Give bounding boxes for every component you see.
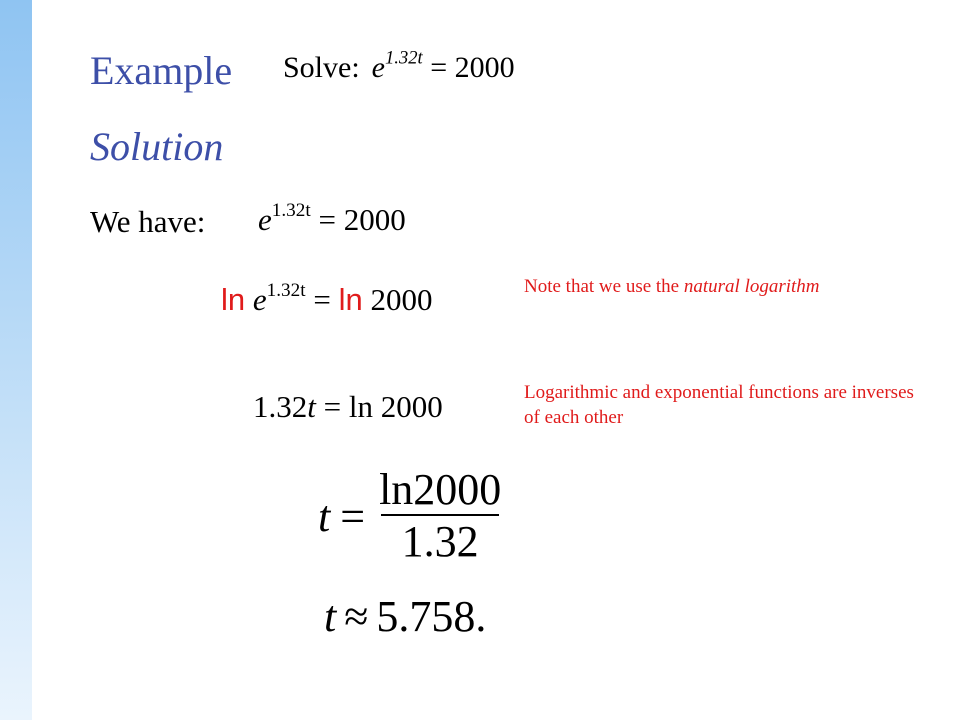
equation-linear [253,389,443,425]
given-exponent: 1.32t [271,200,311,222]
result-lhs: t [324,592,337,641]
fraction-numerator: ln2000 [379,465,502,514]
example-title: Example [90,48,233,93]
given-rhs: = 2000 [318,202,406,237]
ln-left: ln [221,282,246,317]
linear-rhs: = ln 2000 [323,389,443,424]
equation-result [324,592,486,642]
fraction-denominator: 1.32 [401,517,479,566]
result-approx: ≈ [344,592,369,641]
note-inverse-functions: Logarithmic and exponential functions are inverses of each other [524,382,914,428]
ln-rhs-value: 2000 [370,282,433,317]
equation-given [258,202,406,238]
solve-label: Solve: [283,51,360,84]
result-value: 5.758. [376,592,487,641]
solve-base: e [371,51,385,84]
solve-equation [283,47,515,86]
note-natural-italic: natural logarithm [683,276,820,297]
fraction-equals: = [340,492,366,541]
ln-equals: = [313,282,331,317]
solve-rhs: = 2000 [430,51,515,84]
given-base: e [258,202,272,237]
note-natural-prefix: Note that we use the [524,276,680,297]
linear-coef: 1.32 [253,389,308,424]
solution-title: Solution [90,124,224,169]
equation-fraction [318,466,505,568]
ln-right: ln [338,282,363,317]
ln-exponent: 1.32t [266,280,306,302]
note-natural-log [524,274,854,299]
we-have-label: We have: [90,204,206,239]
fraction [375,466,505,568]
solve-exponent: 1.32t [385,47,423,69]
linear-var: t [307,389,316,424]
side-accent-band [0,0,32,720]
equation-take-ln [221,282,432,318]
fraction-lhs: t [318,492,331,541]
ln-base: e [252,282,267,317]
